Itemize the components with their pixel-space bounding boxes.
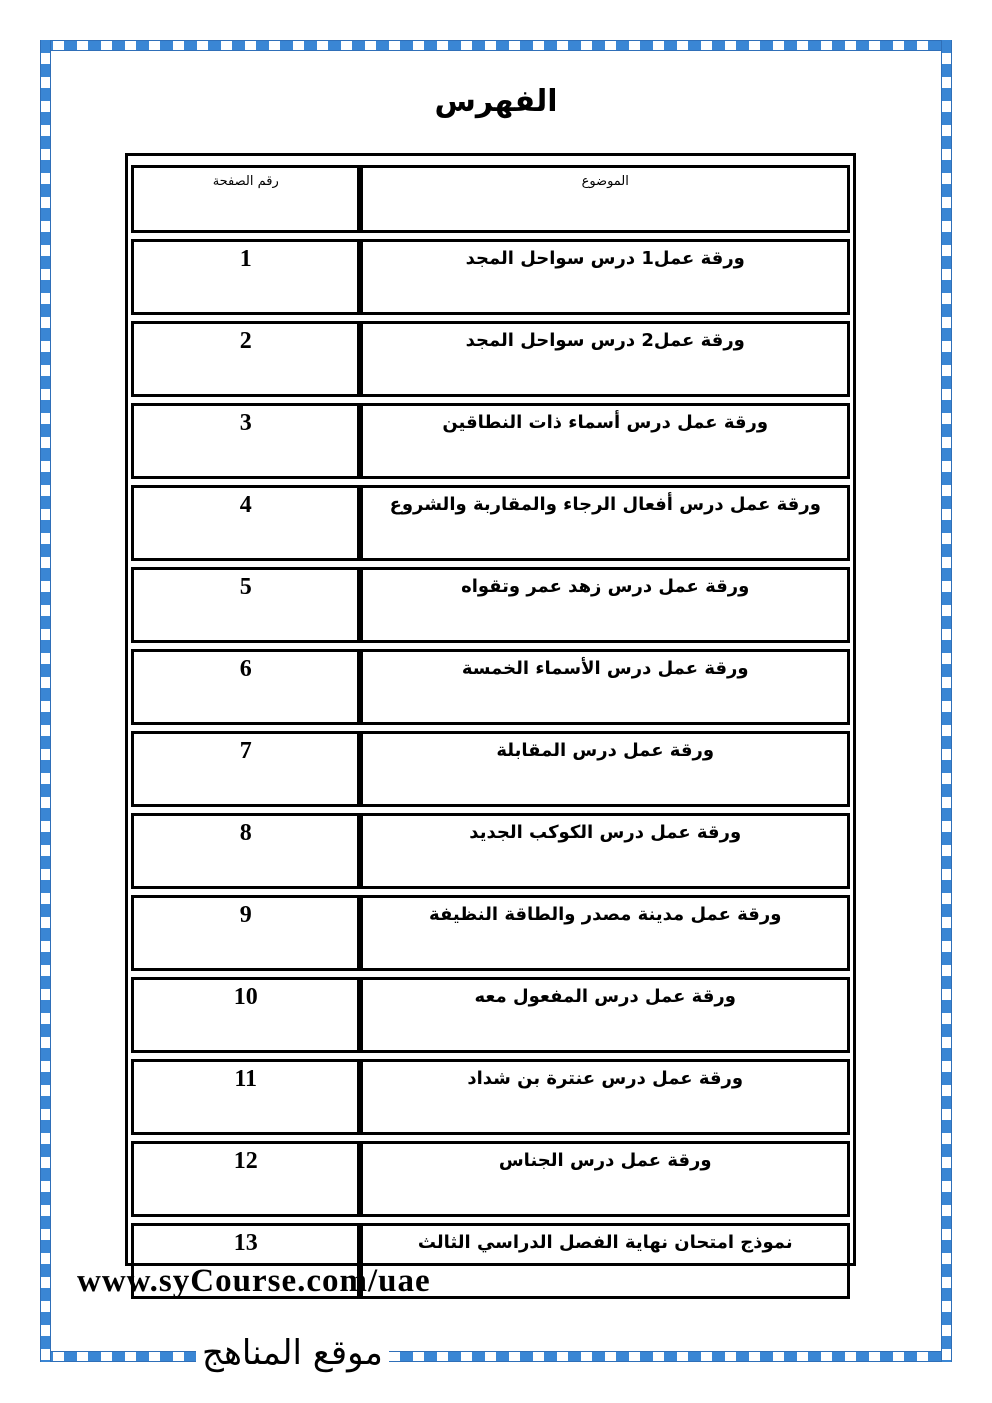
row-topic: ورقة عمل درس المقابلة: [360, 731, 850, 807]
header-topic: الموضوع: [360, 165, 850, 233]
border-bottom: [40, 1351, 952, 1362]
row-topic: ورقة عمل مدينة مصدر والطاقة النظيفة: [360, 895, 850, 971]
row-topic: ورقة عمل درس أفعال الرجاء والمقاربة والشروع: [360, 485, 850, 561]
table-row: [131, 567, 850, 643]
row-page-number: 12: [131, 1141, 360, 1217]
table-row: [131, 1059, 850, 1135]
border-right: [941, 40, 952, 1362]
row-page-number: 9: [131, 895, 360, 971]
table-header-row: [131, 165, 850, 233]
table-row: [131, 485, 850, 561]
border-top: [40, 40, 952, 51]
row-page-number: 8: [131, 813, 360, 889]
site-name: موقع المناهج: [196, 1333, 389, 1373]
row-topic: ورقة عمل درس الجناس: [360, 1141, 850, 1217]
row-page-number: 13: [131, 1223, 360, 1299]
row-topic: ورقة عمل درس أسماء ذات النطاقين: [360, 403, 850, 479]
row-page-number: 7: [131, 731, 360, 807]
row-topic: ورقة عمل درس الأسماء الخمسة: [360, 649, 850, 725]
row-topic: ورقة عمل2 درس سواحل المجد: [360, 321, 850, 397]
row-page-number: 4: [131, 485, 360, 561]
row-page-number: 5: [131, 567, 360, 643]
table-row: [131, 649, 850, 725]
row-topic: ورقة عمل درس عنترة بن شداد: [360, 1059, 850, 1135]
table-row: [131, 1141, 850, 1217]
row-page-number: 1: [131, 239, 360, 315]
table-row: [131, 731, 850, 807]
row-topic: ورقة عمل درس الكوكب الجديد: [360, 813, 850, 889]
header-page: رقم الصفحة: [131, 165, 360, 233]
table-row: [131, 977, 850, 1053]
page-title: الفهرس: [434, 84, 558, 119]
row-page-number: 11: [131, 1059, 360, 1135]
table-row: [131, 321, 850, 397]
border-left: [40, 40, 51, 1362]
row-page-number: 6: [131, 649, 360, 725]
row-page-number: 3: [131, 403, 360, 479]
table-row: [131, 239, 850, 315]
index-table-box: [125, 153, 856, 1266]
row-page-number: 2: [131, 321, 360, 397]
table-row: [131, 895, 850, 971]
row-topic: ورقة عمل1 درس سواحل المجد: [360, 239, 850, 315]
row-topic: ورقة عمل درس المفعول معه: [360, 977, 850, 1053]
table-row: [131, 403, 850, 479]
row-topic: نموذج امتحان نهاية الفصل الدراسي الثالث: [360, 1223, 850, 1299]
website-url: www.syCourse.com/uae: [77, 1263, 431, 1299]
row-topic: ورقة عمل درس زهد عمر وتقواه: [360, 567, 850, 643]
table-row: [131, 813, 850, 889]
index-table: [131, 159, 850, 1305]
row-page-number: 10: [131, 977, 360, 1053]
